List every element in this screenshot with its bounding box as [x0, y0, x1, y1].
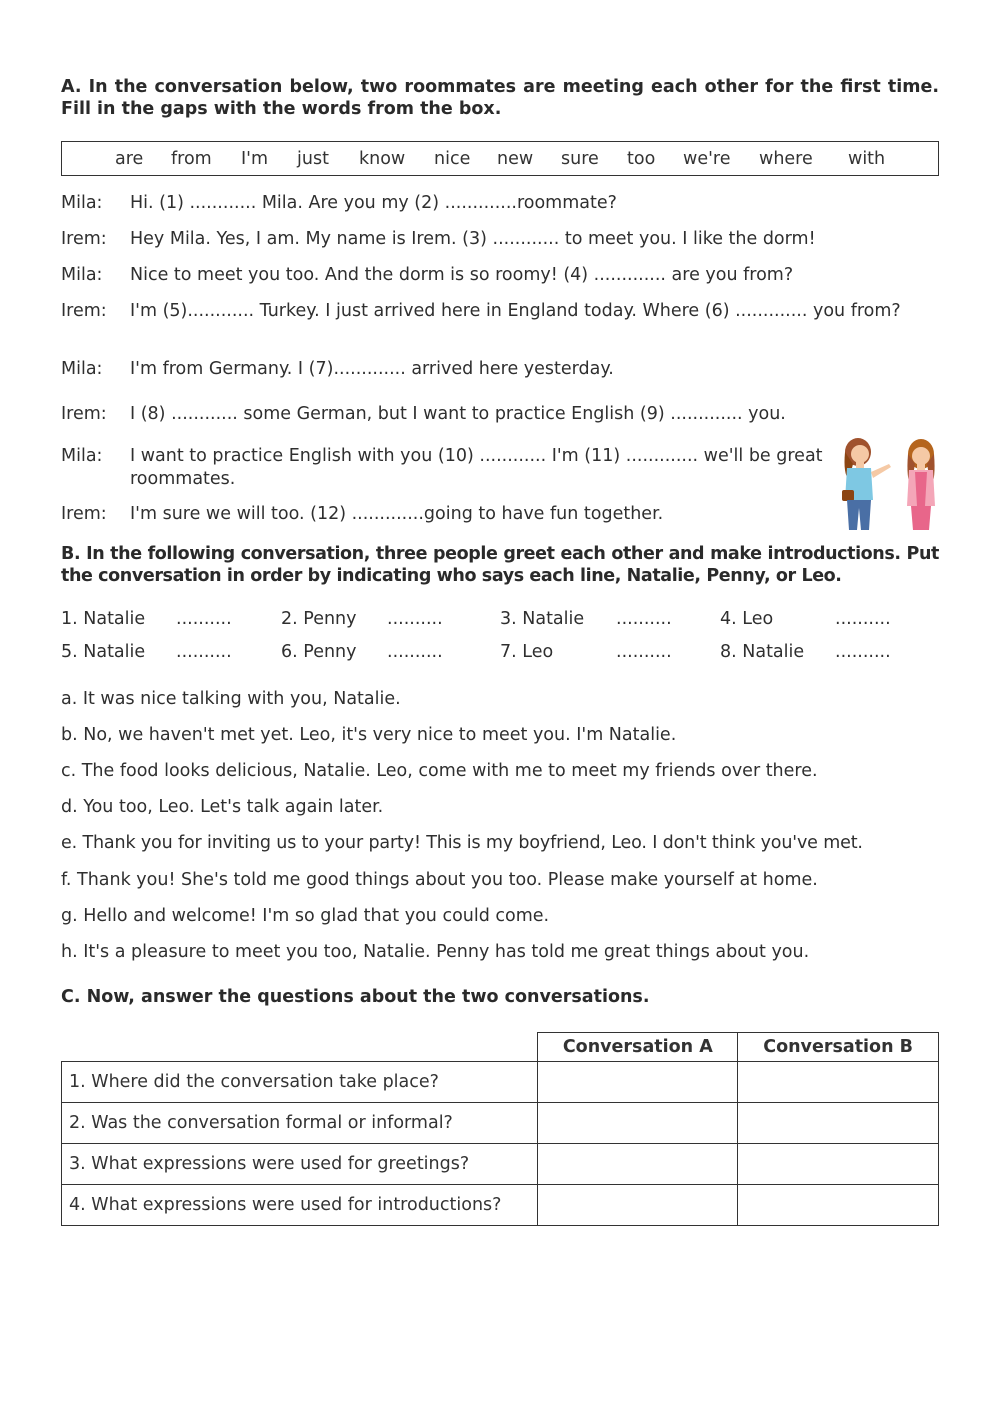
- dialogue-text: I'm sure we will too. (12) .............going to have fun together.: [130, 504, 664, 524]
- conversation-line: f. Thank you! She's told me good things about you too. Please make yourself at home.: [61, 870, 818, 890]
- conversation-line: h. It's a pleasure to meet you too, Natalie. Penny has told me great things about you.: [61, 942, 810, 962]
- order-label: 7. Leo: [500, 642, 554, 662]
- speaker: Irem:: [61, 229, 107, 249]
- section-c-heading: C. Now, answer the questions about the two conversations.: [61, 987, 650, 1007]
- speaker: Mila:: [61, 265, 103, 285]
- column-header: Conversation B: [738, 1033, 939, 1062]
- table-row: [62, 1185, 939, 1226]
- word-box-item: are: [115, 149, 144, 169]
- speaker: Irem:: [61, 404, 107, 424]
- dialogue-text: Hi. (1) ............ Mila. Are you my (2) .............roommate?: [130, 193, 617, 213]
- dialogue-text: I want to practice English with you (10) ............ I'm (11) ............. we'll be great roommates.: [130, 446, 823, 489]
- word-box-item: nice: [434, 149, 471, 169]
- conversation-line: d. You too, Leo. Let's talk again later.: [61, 797, 384, 817]
- section-a-heading: A. In the conversation below, two roommates are meeting each other for the first time. Fill in the gaps with the words from the box.: [61, 77, 939, 119]
- question-cell: 2. Was the conversation formal or informal?: [62, 1103, 538, 1144]
- word-box: [61, 141, 939, 176]
- conversation-line: c. The food looks delicious, Natalie. Leo, come with me to meet my friends over there.: [61, 761, 818, 781]
- dialogue-text: I'm from Germany. I (7)............. arrived here yesterday.: [130, 359, 614, 379]
- word-box-item: from: [171, 149, 212, 169]
- order-label: 5. Natalie: [61, 642, 146, 662]
- answer-cell[interactable]: [538, 1062, 738, 1103]
- table-header-row: [62, 1033, 939, 1062]
- order-blank: ..........: [616, 609, 672, 629]
- answer-cell[interactable]: [738, 1062, 939, 1103]
- order-label: 4. Leo: [720, 609, 774, 629]
- word-box-item: just: [297, 149, 329, 169]
- answer-cell[interactable]: [738, 1144, 939, 1185]
- word-box-item: I'm: [241, 149, 269, 169]
- conversation-line: e. Thank you for inviting us to your party! This is my boyfriend, Leo. I don't think you've met.: [61, 833, 863, 853]
- word-box-item: too: [627, 149, 656, 169]
- table-row: [62, 1062, 939, 1103]
- conversation-line: g. Hello and welcome! I'm so glad that you could come.: [61, 906, 550, 926]
- speaker: Mila:: [61, 446, 103, 466]
- table-row: [62, 1103, 939, 1144]
- order-blank: ..........: [176, 609, 232, 629]
- order-blank: ..........: [387, 642, 443, 662]
- order-blank: ..........: [616, 642, 672, 662]
- order-blank: ..........: [176, 642, 232, 662]
- word-box-item: new: [497, 149, 534, 169]
- column-header: Conversation A: [538, 1033, 738, 1062]
- question-cell: 1. Where did the conversation take place?: [62, 1062, 538, 1103]
- question-cell: 3. What expressions were used for greetings?: [62, 1144, 538, 1185]
- table-corner-cell: [62, 1033, 538, 1062]
- speaker: Irem:: [61, 504, 107, 524]
- order-blank: ..........: [835, 642, 891, 662]
- table-row: [62, 1144, 939, 1185]
- word-box-item: we're: [683, 149, 731, 169]
- order-label: 3. Natalie: [500, 609, 585, 629]
- speaker: Mila:: [61, 359, 103, 379]
- word-box-item: sure: [561, 149, 599, 169]
- speaker: Irem:: [61, 301, 107, 321]
- conversation-line: b. No, we haven't met yet. Leo, it's very nice to meet you. I'm Natalie.: [61, 725, 677, 745]
- answer-cell[interactable]: [738, 1185, 939, 1226]
- answer-cell[interactable]: [538, 1103, 738, 1144]
- questions-table: [61, 1032, 939, 1226]
- order-blank: ..........: [387, 609, 443, 629]
- word-box-item: where: [759, 149, 813, 169]
- order-blank: ..........: [835, 609, 891, 629]
- dialogue-text: Hey Mila. Yes, I am. My name is Irem. (3) ............ to meet you. I like the dorm!: [130, 229, 816, 249]
- order-label: 1. Natalie: [61, 609, 146, 629]
- answer-cell[interactable]: [738, 1103, 939, 1144]
- dialogue-text: Nice to meet you too. And the dorm is so roomy! (4) ............. are you from?: [130, 265, 794, 285]
- dialogue-text: I (8) ............ some German, but I want to practice English (9) ............. you.: [130, 404, 786, 424]
- two-girls-illustration-icon: [831, 434, 943, 534]
- speaker: Mila:: [61, 193, 103, 213]
- section-b-heading: B. In the following conversation, three people greet each other and make introductions. Put the conversation in order by indicating who says each line, Natalie, Penny, or Leo.: [61, 544, 939, 586]
- order-label: 2. Penny: [281, 609, 357, 629]
- order-label: 6. Penny: [281, 642, 357, 662]
- worksheet: [61, 76, 939, 1215]
- conversation-line: a. It was nice talking with you, Natalie.: [61, 689, 401, 709]
- answer-cell[interactable]: [538, 1144, 738, 1185]
- word-box-item: with: [848, 149, 886, 169]
- answer-cell[interactable]: [538, 1185, 738, 1226]
- question-cell: 4. What expressions were used for introductions?: [62, 1185, 538, 1226]
- order-label: 8. Natalie: [720, 642, 805, 662]
- word-box-item: know: [359, 149, 406, 169]
- dialogue-text: I'm (5)............ Turkey. I just arrived here in England today. Where (6) ............. you from?: [130, 301, 901, 321]
